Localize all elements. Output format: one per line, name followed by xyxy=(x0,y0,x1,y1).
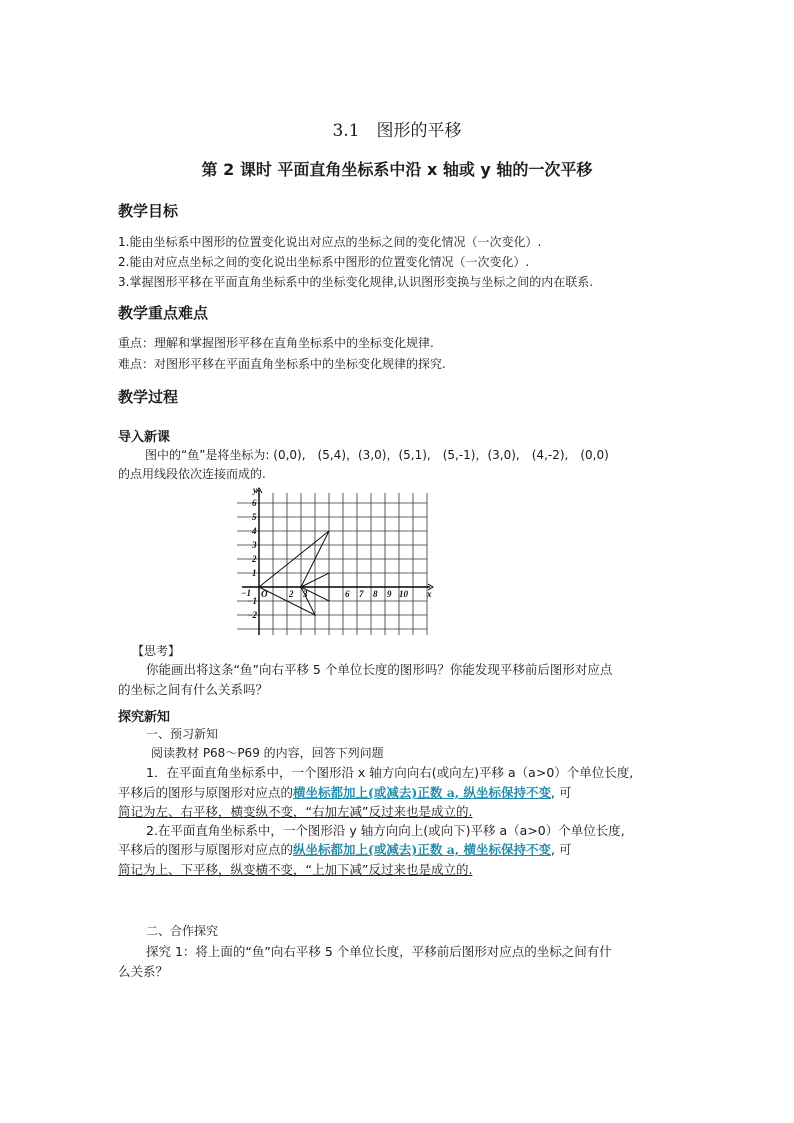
part1-heading: 一、预习新知 xyxy=(146,727,219,741)
q2-text-a: 平移后的图形与原图形对应点的 xyxy=(118,842,294,857)
task1-line-1: 探究 1：将上面的“鱼”向右平移 5 个单位长度，平移前后图形对应点的坐标之间有什 xyxy=(146,944,612,959)
q1-text-b: , 可 xyxy=(551,785,572,800)
goal-item-3: 3.掌握图形平移在平面直角坐标系中的坐标变化规律,认识图形变换与坐标之间的内在联系. xyxy=(118,275,594,289)
grid-lines xyxy=(237,493,427,635)
intro-heading: 导入新课 xyxy=(118,430,171,445)
think-label: 【思考】 xyxy=(132,644,181,658)
x-tick-label: 9 xyxy=(387,589,392,599)
goal-item-2: 2.能由对应点坐标之间的变化说出坐标系中图形的位置变化情况（一次变化）. xyxy=(118,255,530,269)
x-axis-label: x xyxy=(427,589,432,599)
explore-heading: 探究新知 xyxy=(118,710,171,725)
q2-line-2 xyxy=(118,840,571,858)
fish-coordinate-figure xyxy=(232,485,437,640)
x-tick-label: 6 xyxy=(345,589,350,599)
intro-line-1: 图中的“鱼”是将坐标为: (0,0), (5,4)，(3,0)，(5,1), (5,-1)，(3,0), (4,-2), (0,0) xyxy=(145,448,609,462)
y-tick-label: 1 xyxy=(252,568,257,578)
process-heading: 教学过程 xyxy=(118,388,179,406)
y-tick-label: 5 xyxy=(252,512,257,522)
q2-answer: 纵坐标都加上(或减去)正数 a, 横坐标保持不变 xyxy=(293,842,551,857)
focus-text: 重点：理解和掌握图形平移在直角坐标系中的坐标变化规律. xyxy=(118,336,434,350)
think-line-1: 你能画出将这条“鱼”向右平移 5 个单位长度的图形吗？你能发现平移前后图形对应点 xyxy=(146,662,613,677)
think-line-2: 的坐标之间有什么关系吗？ xyxy=(118,682,269,697)
lesson-title: 第 2 课时 平面直角坐标系中沿 x 轴或 y 轴的一次平移 xyxy=(201,160,593,179)
x-tick-label: −1 xyxy=(241,588,251,598)
q2-line-3: 简记为上、下平移，纵变横不变，“上加下减”反过来也是成立的. xyxy=(118,862,473,877)
origin-label: O xyxy=(261,589,268,599)
y-axis-label: y xyxy=(253,485,257,495)
x-tick-label: 8 xyxy=(373,589,378,599)
keypoints-heading: 教学重点难点 xyxy=(118,304,209,322)
y-tick-label: 6 xyxy=(252,498,257,508)
section-title: 3.1 图形的平移 xyxy=(332,121,462,141)
x-tick-label: 10 xyxy=(399,589,408,599)
q1-line-3: 简记为左、右平移，横变纵不变，“右加左减”反过来也是成立的. xyxy=(118,804,473,819)
x-tick-label: 3 xyxy=(303,589,308,599)
goal-item-1: 1.能由坐标系中图形的位置变化说出对应点的坐标之间的变化情况（一次变化）. xyxy=(118,235,542,249)
y-tick-label: 2 xyxy=(252,554,257,564)
y-tick-label: −2 xyxy=(247,610,257,620)
y-tick-label: 4 xyxy=(252,526,257,536)
q1-answer: 横坐标都加上(或减去)正数 a, 纵坐标保持不变 xyxy=(293,785,551,800)
read-instruction: 阅读教材 P68～P69 的内容，回答下列问题 xyxy=(151,746,384,760)
y-tick-label: −1 xyxy=(247,596,257,606)
q1-line-1: 1．在平面直角坐标系中，一个图形沿 x 轴方向向右(或向左)平移 a（a>0）个单位长度, xyxy=(146,765,634,780)
q1-text-a: 平移后的图形与原图形对应点的 xyxy=(118,785,294,800)
x-tick-label: 2 xyxy=(289,589,294,599)
q1-line-2 xyxy=(118,783,571,801)
task1-line-2: 么关系？ xyxy=(118,964,169,979)
x-tick-label: 7 xyxy=(359,589,364,599)
part2-heading: 二、合作探究 xyxy=(146,924,219,938)
axes xyxy=(242,490,430,635)
q2-line-1: 2.在平面直角坐标系中，一个图形沿 y 轴方向向上(或向下)平移 a（a>0）个单位长度, xyxy=(146,823,625,838)
difficulty-text: 难点：对图形平移在平面直角坐标系中的坐标变化规律的探究. xyxy=(118,357,446,371)
intro-line-2: 的点用线段依次连接而成的. xyxy=(118,467,266,481)
y-tick-label: 3 xyxy=(252,540,257,550)
q2-text-b: , 可 xyxy=(551,842,572,857)
goals-heading: 教学目标 xyxy=(118,202,179,220)
